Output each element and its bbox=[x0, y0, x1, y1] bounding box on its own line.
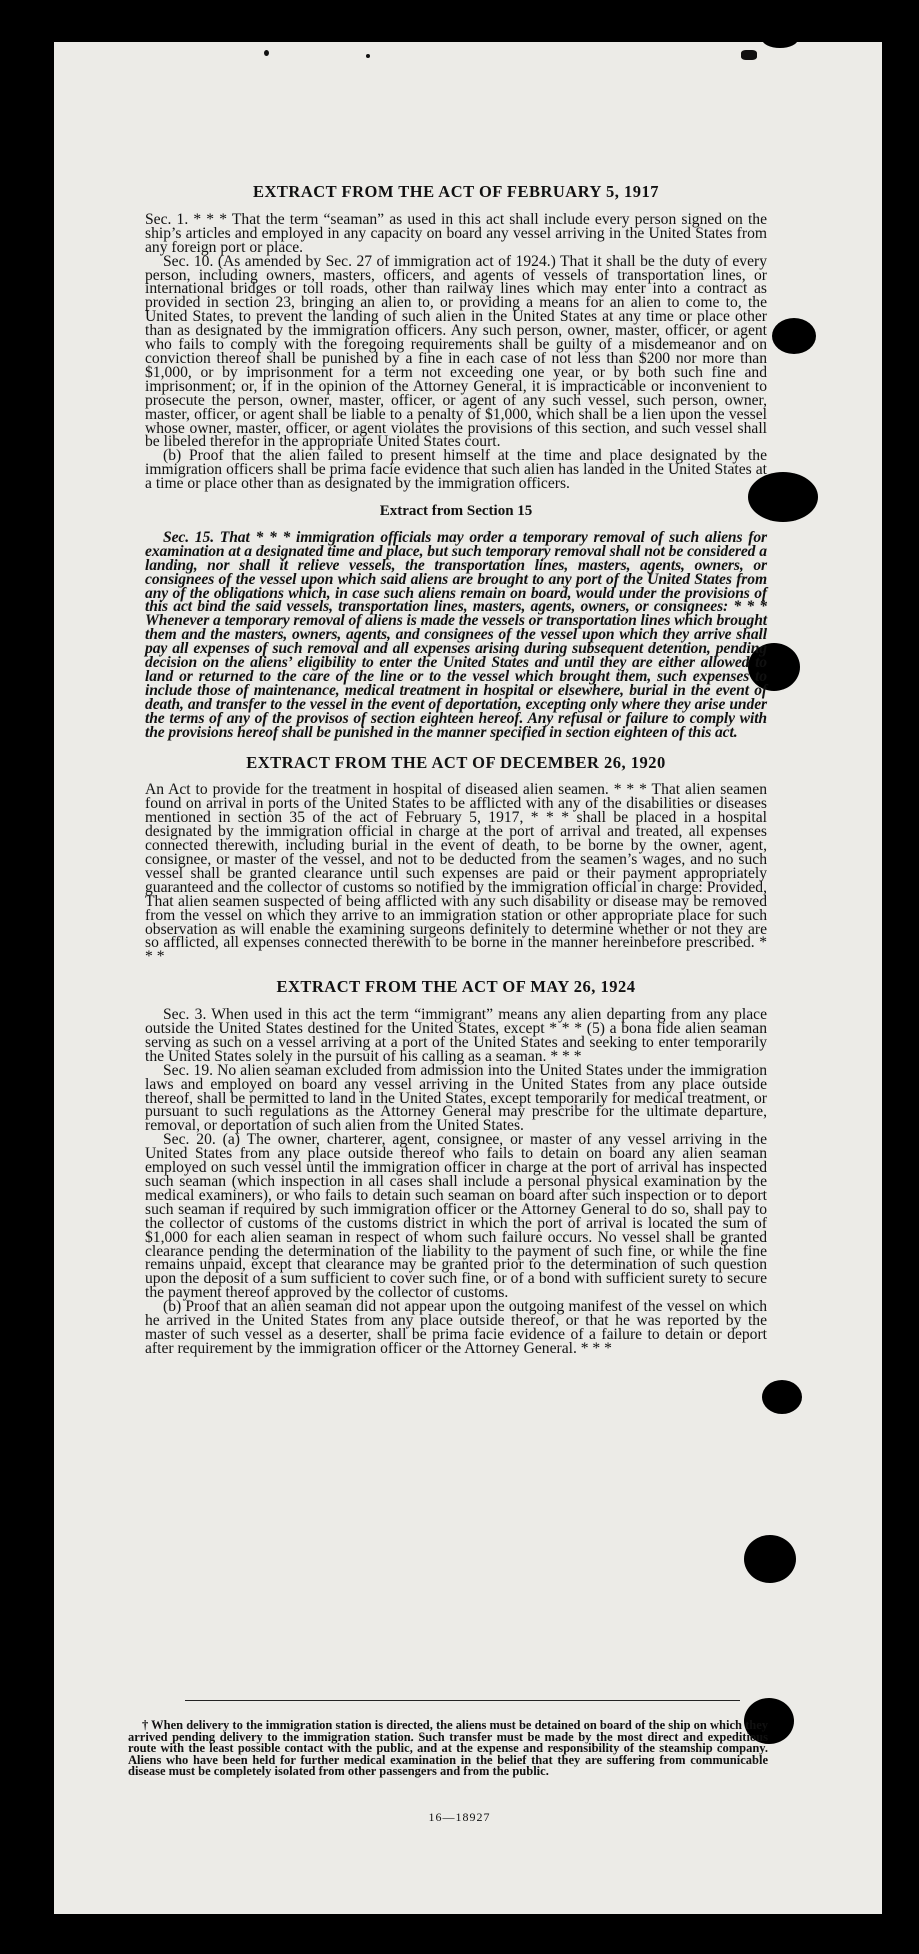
paragraph-act-1920: An Act to provide for the treatment in hospital of diseased alien seamen. * * * That alien seamen found on arrival in ports of the United States to be afflicted with any of the disabilities or diseases mentioned in section 35 of the act of February 5, 1917, * * * shall be placed in a hospital designated by the immigration official in charge at the port of arrival and treated, all expenses connected therewith, including burial in the event of death, to be borne by the owner, agent, consignee, or master of the vessel, and not to be deducted from the seamen’s wages, and no such vessel shall be granted clearance until such expenses are paid or their payment appropriately guaranteed and the collector of customs so notified by the immigration official in charge: Provided, That alien seamen suspected of being afflicted with any such disability or disease may be removed from the vessel on which they arrive to an immigration station or other appropriate place for such observation as will enable the examining surgeons definitely to determine whether or not they are so afflicted, all expenses connected therewith to be borne in the manner hereinbefore prescribed. * * * bbox=[145, 781, 767, 966]
punch-hole bbox=[772, 318, 816, 354]
paragraph-sec-3: Sec. 3. When used in this act the term “immigrant” means any alien departing from any place outside the United States destined for the United States, except * * * (5) a bona fide alien seaman serving as such on a vessel arriving at a port of the United States and seeking to enter temporarily the United States solely in the pursuit of his calling as a seaman. * * * bbox=[145, 1006, 767, 1065]
footnote bbox=[128, 1720, 768, 1778]
document-body bbox=[145, 182, 767, 1357]
ink-speck bbox=[741, 50, 757, 60]
paragraph-sec-10b: (b) Proof that the alien failed to present himself at the time and place designated by the immigration officers shall be prima facie evidence that such alien has landed in the United States at a time or place other than as designated by the immigration officers. bbox=[145, 447, 767, 493]
paragraph-sec-20: Sec. 20. (a) The owner, charterer, agent, consignee, or master of any vessel arriving in the United States from any place outside thereof who fails to detain on board any alien seaman employed on such vessel until the immigration officer in charge at the port of arrival has inspected such seaman (which inspection in all cases shall include a personal physical examination by the medical examiners), or who fails to detain such seaman on board after such inspection or to deport such seaman if required by such immigration officer or the Attorney General to do so, shall pay to the collector of customs of the customs district in which the port of arrival is located the sum of $1,000 for each alien seaman in respect of whom such failure occurs. No vessel shall be granted clearance pending the determination of the liability to the payment of such fine, or while the fine remains unpaid, except that clearance may be granted prior to the determination of such question upon the deposit of a sum sufficient to cover such fine, or of a bond with sufficient surety to secure the payment thereof approved by the collector of customs. bbox=[145, 1131, 767, 1302]
punch-hole bbox=[762, 30, 798, 48]
section-heading-1917: EXTRACT FROM THE ACT OF FEBRUARY 5, 1917 bbox=[253, 182, 659, 201]
ink-speck bbox=[366, 54, 370, 58]
footnote-divider bbox=[185, 1700, 740, 1701]
paragraph-sec-15: Sec. 15. That * * * immigration officials may order a temporary removal of such aliens for examination at a designated time and place, but such temporary removal shall not be considered a landing, nor shall it relieve vessels, the transportation lines, masters, agents, owners, or consignees of the vessel upon which said aliens are brought to any port of the United States from any of the obligations which, in case such aliens remain on board, would under the provisions of this act bind the said vessels, transportation lines, masters, agents, owners, or consignees: * * * Whenever a temporary removal of aliens is made the vessels or transportation lines which brought them and the masters, owners, agents, and consignees of the vessel upon which they arrive shall pay all expenses of such removal and all expenses arising during subsequent detention, pending decision on the aliens’ eligibility to enter the United States and until they are either allowed to land or returned to the care of the line or to the vessel which brought them, such expenses to include those of maintenance, medical treatment in hospital or elsewhere, burial in the event of death, and transfer to the vessel in the event of deportation, excepting only where they arise under the terms of any of the provisos of section eighteen hereof. Any refusal or failure to comply with the provisions hereof shall be punished in the manner specified in section eighteen of this act. bbox=[145, 528, 767, 741]
subheading-section-15: Extract from Section 15 bbox=[379, 503, 533, 520]
ink-speck bbox=[264, 50, 269, 56]
section-heading-1924: EXTRACT FROM THE ACT OF MAY 26, 1924 bbox=[276, 977, 636, 997]
section-heading-1920: EXTRACT FROM THE ACT OF DECEMBER 26, 1920 bbox=[246, 752, 666, 772]
footnote-text: † When delivery to the immigration station is directed, the aliens must be detained on board of the ship on which they arrived pending delivery to the immigration station. Such transfer must be made by the most direct and expeditious route with the least possible contact with the public, and at the expense and responsibility of the steamship company. Aliens who have been held for further medical examination in the belief that they are suffering from communicable disease must be completely isolated from other passengers and from the public. bbox=[128, 1718, 768, 1779]
paragraph-sec-20b: (b) Proof that an alien seaman did not appear upon the outgoing manifest of the vessel on which he arrived in the United States from any place outside thereof, or that he was reported by the master of such vessel as a deserter, shall be prima facie evidence of a failure to detain or deport after requirement by the immigration officer or the Attorney General. * * * bbox=[145, 1298, 767, 1357]
punch-hole bbox=[762, 1380, 802, 1414]
paragraph-sec-1: Sec. 1. * * * That the term “seaman” as used in this act shall include every person signed on the ship’s articles and employed in any capacity on board any vessel arriving in the United States from any foreign port or place. bbox=[145, 210, 767, 256]
punch-hole bbox=[744, 1535, 796, 1583]
paragraph-sec-10: Sec. 10. (As amended by Sec. 27 of immigration act of 1924.) That it shall be the duty of every person, including owners, masters, officers, and agents of vessels of transportation lines, or international bridges or toll roads, other than railway lines which may enter into a contract as provided in section 23, bringing an alien to, or providing a means for an alien to come to, the United States, to prevent the landing of such alien in the United States at any time or place other than as designated by the immigration officers. Any such person, owner, master, officer, or agent who fails to comply with the foregoing requirements shall be guilty of a misdemeanor and on conviction thereof shall be punished by a fine in each case of not less than $200 nor more than $1,000, or by imprisonment for a term not exceeding one year, or by both such fine and imprisonment; or, if in the opinion of the Attorney General, it is impracticable or inconvenient to prosecute the person, owner, master, officer, or agent of any such vessel, such person, owner, master, officer, or agent shall be liable to a penalty of $1,000, which shall be a lien upon the vessel whose owner, master, officer, or agent violates the provisions of this section, and such vessel shall be libeled therefor in the appropriate United States court. bbox=[145, 252, 767, 451]
page-code: 16—18927 bbox=[428, 1810, 491, 1824]
paragraph-sec-19: Sec. 19. No alien seaman excluded from admission into the United States under the immigration laws and employed on board any vessel arriving in the United States from any place outside thereof, shall be permitted to land in the United States, except temporarily for medical treatment, or pursuant to such regulations as the Attorney General may prescribe for the ultimate departure, removal, or deportation of such alien from the United States. bbox=[145, 1061, 767, 1135]
